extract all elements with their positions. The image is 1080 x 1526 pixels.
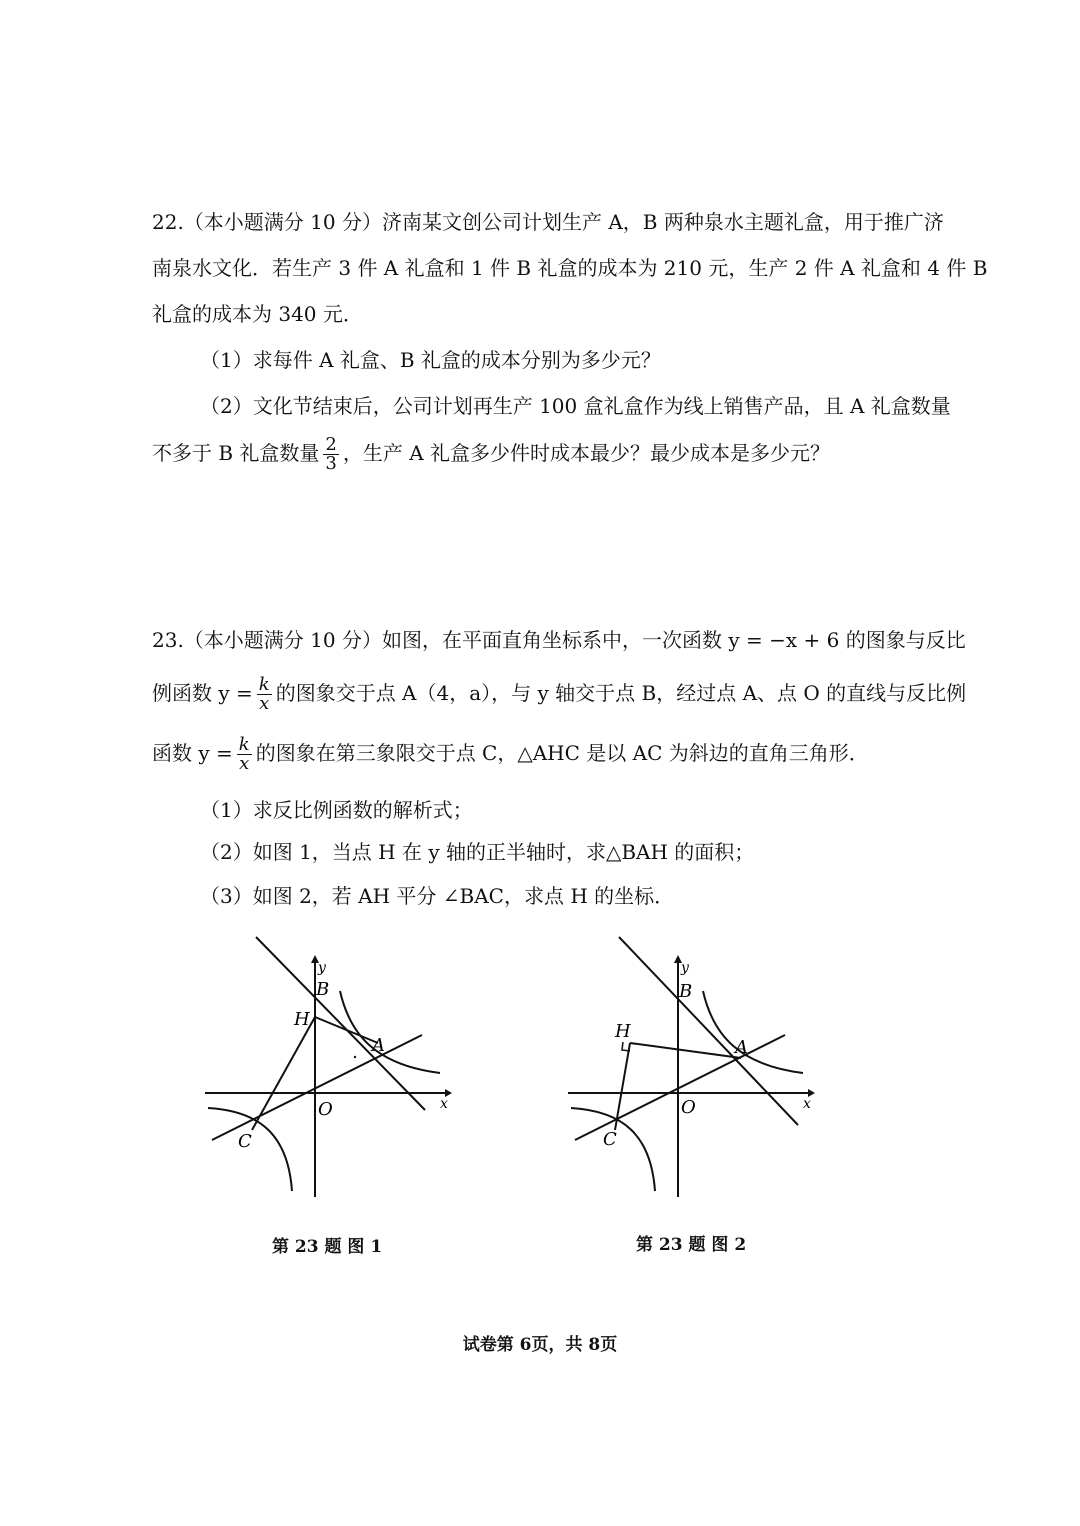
- k-numerator: k: [258, 674, 270, 695]
- q22-sub-1: （1）求每件 A 礼盒、B 礼盒的成本分别为多少元？: [200, 348, 661, 372]
- q22-line-1: 22.（本小题满分 10 分）济南某文创公司计划生产 A，B 两种泉水主题礼盒，用于推广济: [152, 210, 944, 234]
- q22-sub-2-text-after: ，生产 A 礼盒多少件时成本最少？最少成本是多少元？: [342, 441, 831, 465]
- label-o: O: [681, 1097, 696, 1118]
- q22-fraction-denominator: 3: [325, 453, 337, 474]
- q23-line-2-fraction: [257, 676, 272, 713]
- linear-function-line: [256, 937, 425, 1110]
- q22-line-3: 礼盒的成本为 340 元．: [152, 302, 363, 326]
- label-x: x: [803, 1096, 811, 1112]
- label-y: y: [318, 960, 326, 976]
- label-h: H: [294, 1009, 310, 1030]
- small-dot-mark: [354, 1056, 356, 1058]
- q23-line-2: [152, 676, 966, 713]
- label-a: A: [735, 1037, 748, 1058]
- x-denominator: x: [239, 753, 250, 774]
- q23-sub-3: （3）如图 2，若 AH 平分 ∠BAC，求点 H 的坐标．: [200, 884, 675, 908]
- q23-line-1: 23.（本小题满分 10 分）如图，在平面直角坐标系中，一次函数 y = −x + 6 的图象与反比: [152, 628, 966, 652]
- label-h: H: [615, 1021, 631, 1042]
- segment-ha: [315, 1017, 378, 1043]
- q22-sub-2-text-before: 不多于 B 礼盒数量: [152, 441, 320, 465]
- label-c: C: [238, 1131, 252, 1152]
- hyperbola-branch-first-quadrant: [703, 991, 803, 1073]
- label-o: O: [318, 1099, 333, 1120]
- q22-sub-2-line-1: （2）文化节结束后，公司计划再生产 100 盒礼盒作为线上销售产品，且 A 礼盒数量: [200, 394, 951, 418]
- q23-line-3-fraction: [237, 736, 252, 773]
- q23-line-3-text-after: 的图象在第三象限交于点 C，△AHC 是以 AC 为斜边的直角三角形．: [255, 741, 869, 765]
- q22-fraction-numerator: 2: [325, 434, 337, 455]
- q23-line-3: [152, 736, 869, 773]
- k-numerator: k: [238, 734, 250, 755]
- label-c: C: [603, 1129, 617, 1150]
- linear-function-line: [619, 937, 798, 1125]
- q23-line-3-text-before: 函数 y =: [152, 741, 233, 765]
- label-b: B: [679, 981, 693, 1002]
- page-footer: 试卷第 6页，共 8页: [462, 1335, 618, 1355]
- figure-2-diagram: [563, 925, 843, 1215]
- label-b: B: [316, 979, 330, 1000]
- q23-line-2-text-after: 的图象交于点 A（4，a），与 y 轴交于点 B，经过点 A、点 O 的直线与反比例: [275, 681, 967, 705]
- q22-fraction: [323, 436, 338, 473]
- label-a: A: [372, 1035, 385, 1056]
- hyperbola-branch-first-quadrant: [340, 991, 440, 1073]
- label-x: x: [440, 1096, 448, 1112]
- segment-hc: [252, 1017, 315, 1130]
- figure-1-diagram: [200, 925, 480, 1215]
- segment-ha: [630, 1043, 741, 1058]
- figure-2-caption: 第 23 题 图 2: [636, 1235, 747, 1255]
- q23-sub-2: （2）如图 1，当点 H 在 y 轴的正半轴时，求△BAH 的面积；: [200, 840, 755, 864]
- q23-line-2-text-before: 例函数 y =: [152, 681, 253, 705]
- x-denominator: x: [259, 693, 270, 714]
- label-y: y: [681, 960, 689, 976]
- q23-sub-1: （1）求反比例函数的解析式；: [200, 798, 473, 822]
- q22-line-2: 南泉水文化．若生产 3 件 A 礼盒和 1 件 B 礼盒的成本为 210 元，生产 2 件 A 礼盒和 4 件 B: [152, 256, 988, 280]
- q22-sub-2-line-2: [152, 436, 830, 473]
- figure-1-caption: 第 23 题 图 1: [272, 1237, 383, 1257]
- line-oc-through-a: [212, 1035, 422, 1140]
